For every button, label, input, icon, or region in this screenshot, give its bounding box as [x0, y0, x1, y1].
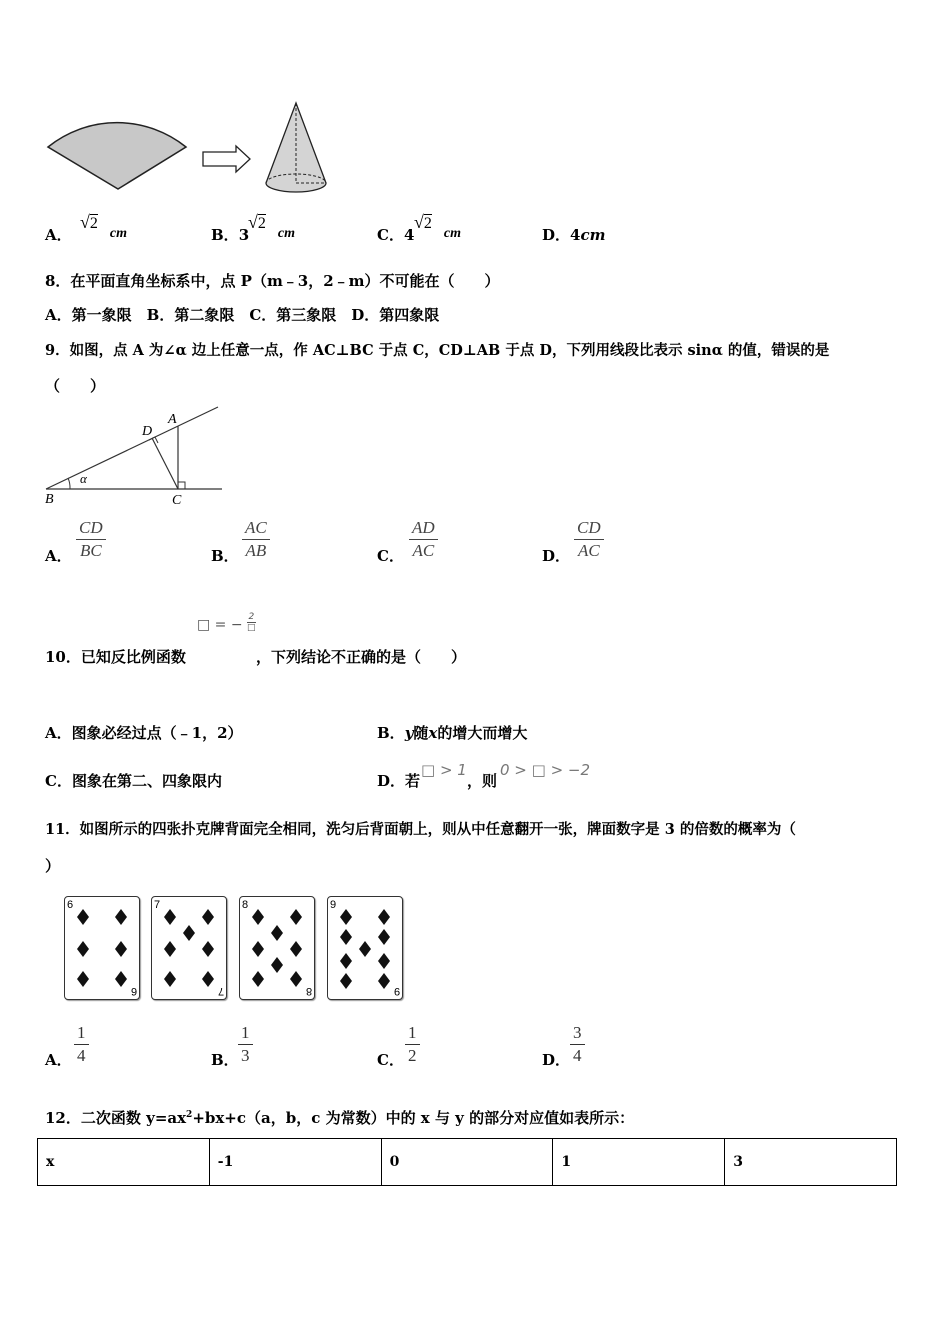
q9-option-c[interactable]: C． [377, 547, 404, 565]
option-letter: A． [45, 226, 72, 244]
value: 4 [570, 226, 581, 244]
q7-option-b[interactable] [211, 224, 249, 245]
q11-question-line2: ） [45, 857, 61, 875]
label-b: B [45, 492, 54, 507]
table-cell: -1 [209, 1139, 381, 1186]
q9-triangle-figure [42, 403, 227, 508]
q11-option-d[interactable]: D． [542, 1051, 571, 1069]
option-letter: C． [377, 226, 404, 244]
diamond-suit-icon [152, 897, 226, 999]
table-cell: 1 [553, 1139, 725, 1186]
q11-option-c[interactable]: C． [377, 1051, 404, 1069]
q10-question-pre: 10．已知反比例函数 [45, 648, 186, 666]
unit: cm [443, 226, 461, 241]
q9-question-line1: 9．如图，点 A 为∠α 边上任意一点，作 AC⊥BC 于点 C，CD⊥AB 于点 D，下列用线段比表示 sinα 的值，错误的是 [45, 342, 830, 359]
diamond-suit-icon [328, 897, 402, 999]
q7-option-c[interactable] [377, 224, 414, 245]
q7-option-c-value: √2 cm [414, 212, 461, 241]
table-cell: x [38, 1139, 210, 1186]
q10-option-a[interactable]: A．图象必经过点（﹣1，2） [45, 724, 243, 742]
q10-option-d-result: 0 > □ > −2 [500, 761, 591, 779]
formula-den: □ [247, 623, 256, 633]
q9-option-a-fraction: $\frac{CD}{BC}$ [76, 517, 106, 562]
q11-option-b[interactable]: B． [211, 1051, 239, 1069]
q7-option-a[interactable] [45, 224, 72, 245]
unit: cm [109, 226, 127, 241]
formula-lhs: □ = − [197, 616, 243, 633]
q10-question-post: ，下列结论不正确的是（ ） [256, 648, 467, 666]
playing-card-9: 9 9 [327, 896, 403, 1000]
label-alpha: α [80, 471, 87, 486]
q9-option-d[interactable]: D． [542, 547, 571, 565]
playing-card-7: 7 7 [151, 896, 227, 1000]
q11-question-line1: 11．如图所示的四张扑克牌背面完全相同，洗匀后背面朝上，则从中任意翻开一张，牌面数字是 3 的倍数的概率为（ [45, 821, 796, 838]
q11-option-c-fraction: $\frac{1}{2}$ [405, 1022, 420, 1067]
unit: cm [277, 226, 295, 241]
cone-shape [266, 103, 326, 192]
q8-options[interactable]: A．第一象限 B．第二象限 C．第三象限 D．第四象限 [45, 306, 440, 324]
q9-option-c-fraction: $\frac{AD}{AC}$ [409, 517, 438, 562]
table-row [38, 1139, 897, 1186]
q10-formula [197, 612, 256, 633]
playing-card-6: 6 6 [64, 896, 140, 1000]
table-cell: 3 [725, 1139, 897, 1186]
label-d: D [142, 424, 153, 439]
q9-option-b[interactable]: B． [211, 547, 239, 565]
q11-option-a[interactable]: A． [45, 1051, 72, 1069]
diamond-suit-icon [65, 897, 139, 999]
playing-card-8: 8 8 [239, 896, 315, 1000]
sector-shape [48, 123, 186, 189]
q9-option-d-fraction: $\frac{CD}{AC}$ [574, 517, 604, 562]
diamond-suit-icon [240, 897, 314, 999]
sector-to-cone-figure [40, 95, 340, 205]
q10-option-b[interactable]: B．y随x的增大而增大 [377, 724, 528, 742]
unit: cm [580, 226, 606, 244]
q8-question: 8．在平面直角坐标系中，点 P（m﹣3，2﹣m）不可能在（ ） [45, 272, 500, 290]
formula-num: 2 [248, 612, 255, 622]
radicand: 2 [89, 215, 98, 232]
q9-option-a[interactable]: A． [45, 547, 72, 565]
q10-option-d-mid: ，则 [467, 772, 498, 790]
q7-option-a-value: √2 cm [80, 212, 127, 241]
q11-option-d-fraction: $\frac{3}{4}$ [570, 1022, 585, 1067]
coef: 3 [238, 226, 250, 244]
radicand: 2 [423, 215, 432, 232]
arrow-icon [203, 146, 250, 172]
q12-question: 12．二次函数 $y=ax^2+bx+c(a$，b，c 为常数）中的 x 与 y 的部分对应值如表所示： [45, 1109, 635, 1127]
q11-option-a-fraction: $\frac{1}{4}$ [74, 1022, 89, 1067]
q11-option-b-fraction: $\frac{1}{3}$ [238, 1022, 253, 1067]
coef: 4 [403, 226, 415, 244]
q10-option-d[interactable]: D．若 [377, 772, 421, 790]
q10-option-d-condition: □ > 1 [421, 761, 467, 779]
q10-option-c[interactable]: C．图象在第二、四象限内 [45, 772, 222, 790]
q9-question-line2: （ ） [45, 377, 106, 395]
option-letter: B． [211, 226, 239, 244]
option-letter: D． [542, 226, 571, 244]
q7-option-d[interactable] [542, 224, 605, 245]
q12-value-table [37, 1138, 897, 1186]
label-c: C [172, 493, 182, 508]
table-cell: 0 [381, 1139, 553, 1186]
radicand: 2 [257, 215, 266, 232]
q7-option-b-value: √2 cm [248, 212, 295, 241]
label-a: A [168, 412, 177, 427]
q9-option-b-fraction: $\frac{AC}{AB}$ [242, 517, 270, 562]
